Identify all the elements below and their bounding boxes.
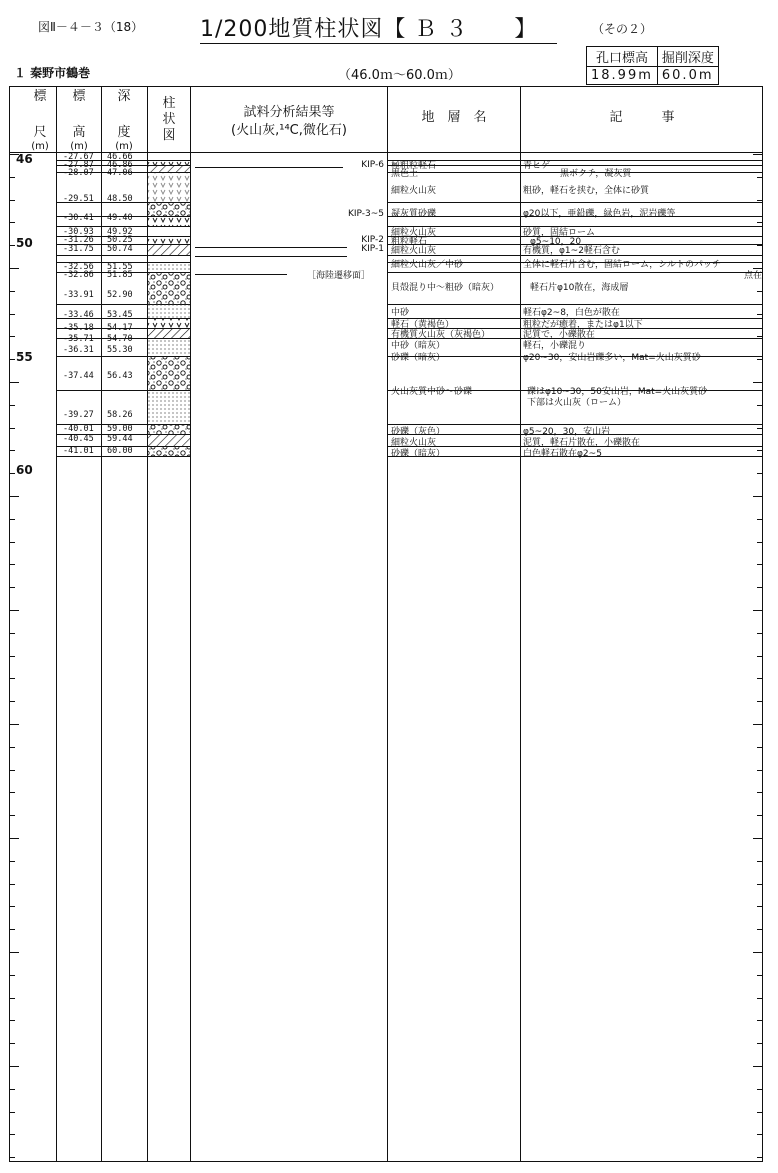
note-text: 点在 [744, 271, 763, 281]
depth-value: 51.85 [107, 270, 133, 280]
col-elev-char1: 標 [72, 89, 86, 104]
scale-label: 60 [16, 463, 33, 477]
lith-black-soil [148, 165, 190, 172]
page-title: 1/200地質柱状図【 Ｂ ３ 】 [200, 17, 538, 42]
col-depth-unit: (m) [115, 141, 133, 152]
elev-value: -41.01 [63, 446, 94, 456]
depth-value: 52.90 [107, 290, 133, 300]
stratum-name: 細粒火山灰 [391, 186, 437, 196]
col-notes-header: 記 事 [609, 110, 675, 125]
stratum-name: 貝殻混り中～粗砂（暗灰） [391, 283, 500, 293]
elev-value: -31.26 [63, 235, 94, 245]
stratum-name: 凝灰質砂礫 [391, 209, 437, 219]
col-depth-char1: 深 [117, 89, 131, 104]
figure-number: 図Ⅱ－４－３（18） [38, 20, 144, 34]
stratum-name: 砂礫（暗灰） [391, 353, 446, 363]
col-scale-unit: (m) [31, 141, 49, 152]
depth-value: 54.17 [107, 323, 133, 333]
scale-label: 50 [16, 236, 33, 250]
elev-value: -36.31 [63, 345, 94, 355]
elev-value: -32.56 [63, 262, 94, 272]
depth-value: 53.45 [107, 310, 133, 320]
depth-value: 49.92 [107, 227, 133, 237]
depth-value: 60.0m [657, 67, 718, 85]
elevation-label: 孔口標高 [587, 47, 658, 67]
elev-value: -29.51 [63, 194, 94, 204]
col-elev-char2: 高 [72, 125, 86, 140]
sample-leader-line [195, 167, 343, 168]
lith-medium-sand [148, 304, 190, 318]
note-text: 黒ボクチ，凝灰質 [560, 169, 632, 179]
elev-value: -27.87 [63, 160, 94, 170]
elev-value: -35.18 [63, 323, 94, 333]
sample-label: KIP-6 [361, 160, 384, 170]
lith-organic-ash-brown [148, 328, 190, 338]
lith-ash-sand-gravel [148, 390, 190, 424]
depth-value: 59.44 [107, 434, 133, 444]
elev-value: -27.67 [63, 152, 94, 162]
col-stratum-header: 地 層 名 [421, 110, 487, 125]
depth-value: 54.70 [107, 334, 133, 344]
lith-organic-ash [148, 244, 190, 255]
sample-leader-line [195, 274, 287, 275]
note-text: 砂質，固結ローム [523, 228, 596, 238]
depth-value: 48.50 [107, 194, 133, 204]
note-text: φ5~20，30，安山岩 [523, 427, 611, 437]
note-text: 粗粒だが癒着，またはφ1以下 [523, 320, 643, 330]
depth-value: 46.86 [107, 160, 133, 170]
elev-value: -28.07 [63, 168, 94, 178]
stratum-name: 細粒火山灰 [391, 228, 437, 238]
lith-gravel-dark [148, 356, 190, 390]
col-analysis-sub: (火山灰,¹⁴C,微化石) [231, 123, 347, 138]
col-analysis-title: 試料分析結果等 [243, 105, 335, 120]
note-text: 軽石片φ10散在，海成層 [530, 283, 629, 293]
lith-fine-ash [148, 216, 190, 226]
depth-value: 51.55 [107, 262, 133, 272]
stratum-name: 有機質火山灰（灰褐色） [391, 330, 491, 340]
part-label: （その２） [592, 22, 653, 36]
elev-value: -39.27 [63, 410, 94, 420]
lith-medium-sand-dark [148, 338, 190, 356]
elevation-value: 18.99m [587, 67, 658, 85]
lith-fine-ash-2 [148, 434, 190, 446]
note-text: 泥質で，小礫散在 [523, 330, 595, 340]
elev-value: -31.75 [63, 244, 94, 254]
note-text: 軽石φ2~8，白色が散在 [523, 308, 620, 318]
lith-pumice-yellow [148, 318, 190, 328]
elev-value: -40.01 [63, 424, 94, 434]
sample-label: KIP-1 [361, 244, 384, 254]
note-text: φ20以下，亜鉛礫，緑色岩，泥岩礫等 [523, 209, 676, 219]
elev-value: -33.46 [63, 310, 94, 320]
elev-value: -30.93 [63, 227, 94, 237]
elev-value: -30.41 [63, 213, 94, 223]
note-text: 軽石，小礫混り [523, 341, 587, 351]
note-text: 白色軽石散在φ2~5 [523, 449, 602, 459]
depth-value: 49.40 [107, 213, 133, 223]
note-text: 下部は火山灰（ローム） [527, 398, 627, 408]
elev-value: -32.86 [63, 270, 94, 280]
lith-pumice [148, 236, 190, 244]
note-text: 青ヒゲ [523, 161, 551, 171]
col-depth-char2: 度 [117, 125, 131, 140]
depth-value: 47.06 [107, 168, 133, 178]
stratum-name: 中砂（暗灰） [391, 341, 446, 351]
location-label: １ 秦野市鶴巻 [14, 66, 91, 80]
col-elev-unit: (m) [70, 141, 88, 152]
col-scale-char1: 標 [33, 89, 47, 104]
stratum-name: 軽石（黄褐色） [391, 320, 455, 330]
depth-value: 60.00 [107, 446, 133, 456]
note-text: 粗砂，軽石を挟む，全体に砂質 [523, 186, 650, 196]
sample-label: KIP-2 [361, 235, 384, 245]
scale-label: 55 [16, 350, 33, 364]
depth-value: 56.43 [107, 371, 133, 381]
elev-value: -35.71 [63, 334, 94, 344]
stratum-name: 砂礫（灰色） [391, 427, 446, 437]
sample-label: KIP-3~5 [347, 209, 384, 219]
lith-ash-sand [148, 262, 190, 272]
note-text: φ5~10，20 [530, 237, 582, 247]
col-scale-char2: 尺 [33, 125, 47, 140]
note-text: φ20~30，安山岩礫多い，Mat=火山灰質砂 [523, 353, 701, 363]
lith-gravel-grey [148, 424, 190, 434]
stratum-name: 火山灰質中砂～砂礫 [391, 387, 473, 397]
stratum-name: 中砂 [391, 308, 410, 318]
note-text: 泥質，軽石片散在，小礫散在 [523, 438, 641, 448]
col-column-char1: 柱 [162, 96, 176, 111]
sample-leader-line [195, 256, 347, 257]
lith-gravel-dark-2 [148, 446, 190, 456]
depth-range-label: （46.0ｍ～60.0ｍ） [338, 68, 461, 83]
depth-value: 50.25 [107, 235, 133, 245]
elev-value: -37.44 [63, 371, 94, 381]
sample-label: ［海陸遷移面］ [306, 271, 370, 281]
depth-value: 50.74 [107, 244, 133, 254]
note-text: 礫はφ10~30，50安山岩，Mat=火山灰質砂 [527, 387, 708, 397]
note-text: 有機質，φ1~2軽石含む [523, 246, 620, 256]
stratum-name: 細粒火山灰 [391, 438, 437, 448]
depth-value: 58.26 [107, 410, 133, 420]
stratum-name: 細粒火山灰／中砂 [391, 260, 464, 270]
lith-fine-ash [148, 172, 190, 202]
depth-value: 55.30 [107, 345, 133, 355]
stratum-name: 細粒火山灰 [391, 246, 437, 256]
lith-pumice [148, 160, 190, 165]
stratum-name: 極粗粒軽石 [391, 161, 437, 171]
depth-value: 59.00 [107, 424, 133, 434]
lith-shell-sand [148, 272, 190, 304]
elev-value: -40.45 [63, 434, 94, 444]
scale-label: 46 [16, 152, 33, 166]
col-column-char2: 状 [162, 112, 176, 127]
lith-tuff-gravel [148, 202, 190, 216]
sample-leader-line [195, 247, 347, 248]
elev-value: -33.91 [63, 290, 94, 300]
col-column-char3: 図 [162, 128, 176, 143]
depth-value: 46.66 [107, 152, 133, 162]
note-text: 全体に軽石片含む，固結ローム，シルトのパッチ [523, 260, 722, 270]
stratum-name: 粗粒軽石 [391, 237, 428, 247]
stratum-name: 砂礫（暗灰） [391, 449, 446, 459]
stratum-name: 黒色土 [391, 169, 419, 179]
depth-label: 掘削深度 [657, 47, 718, 67]
